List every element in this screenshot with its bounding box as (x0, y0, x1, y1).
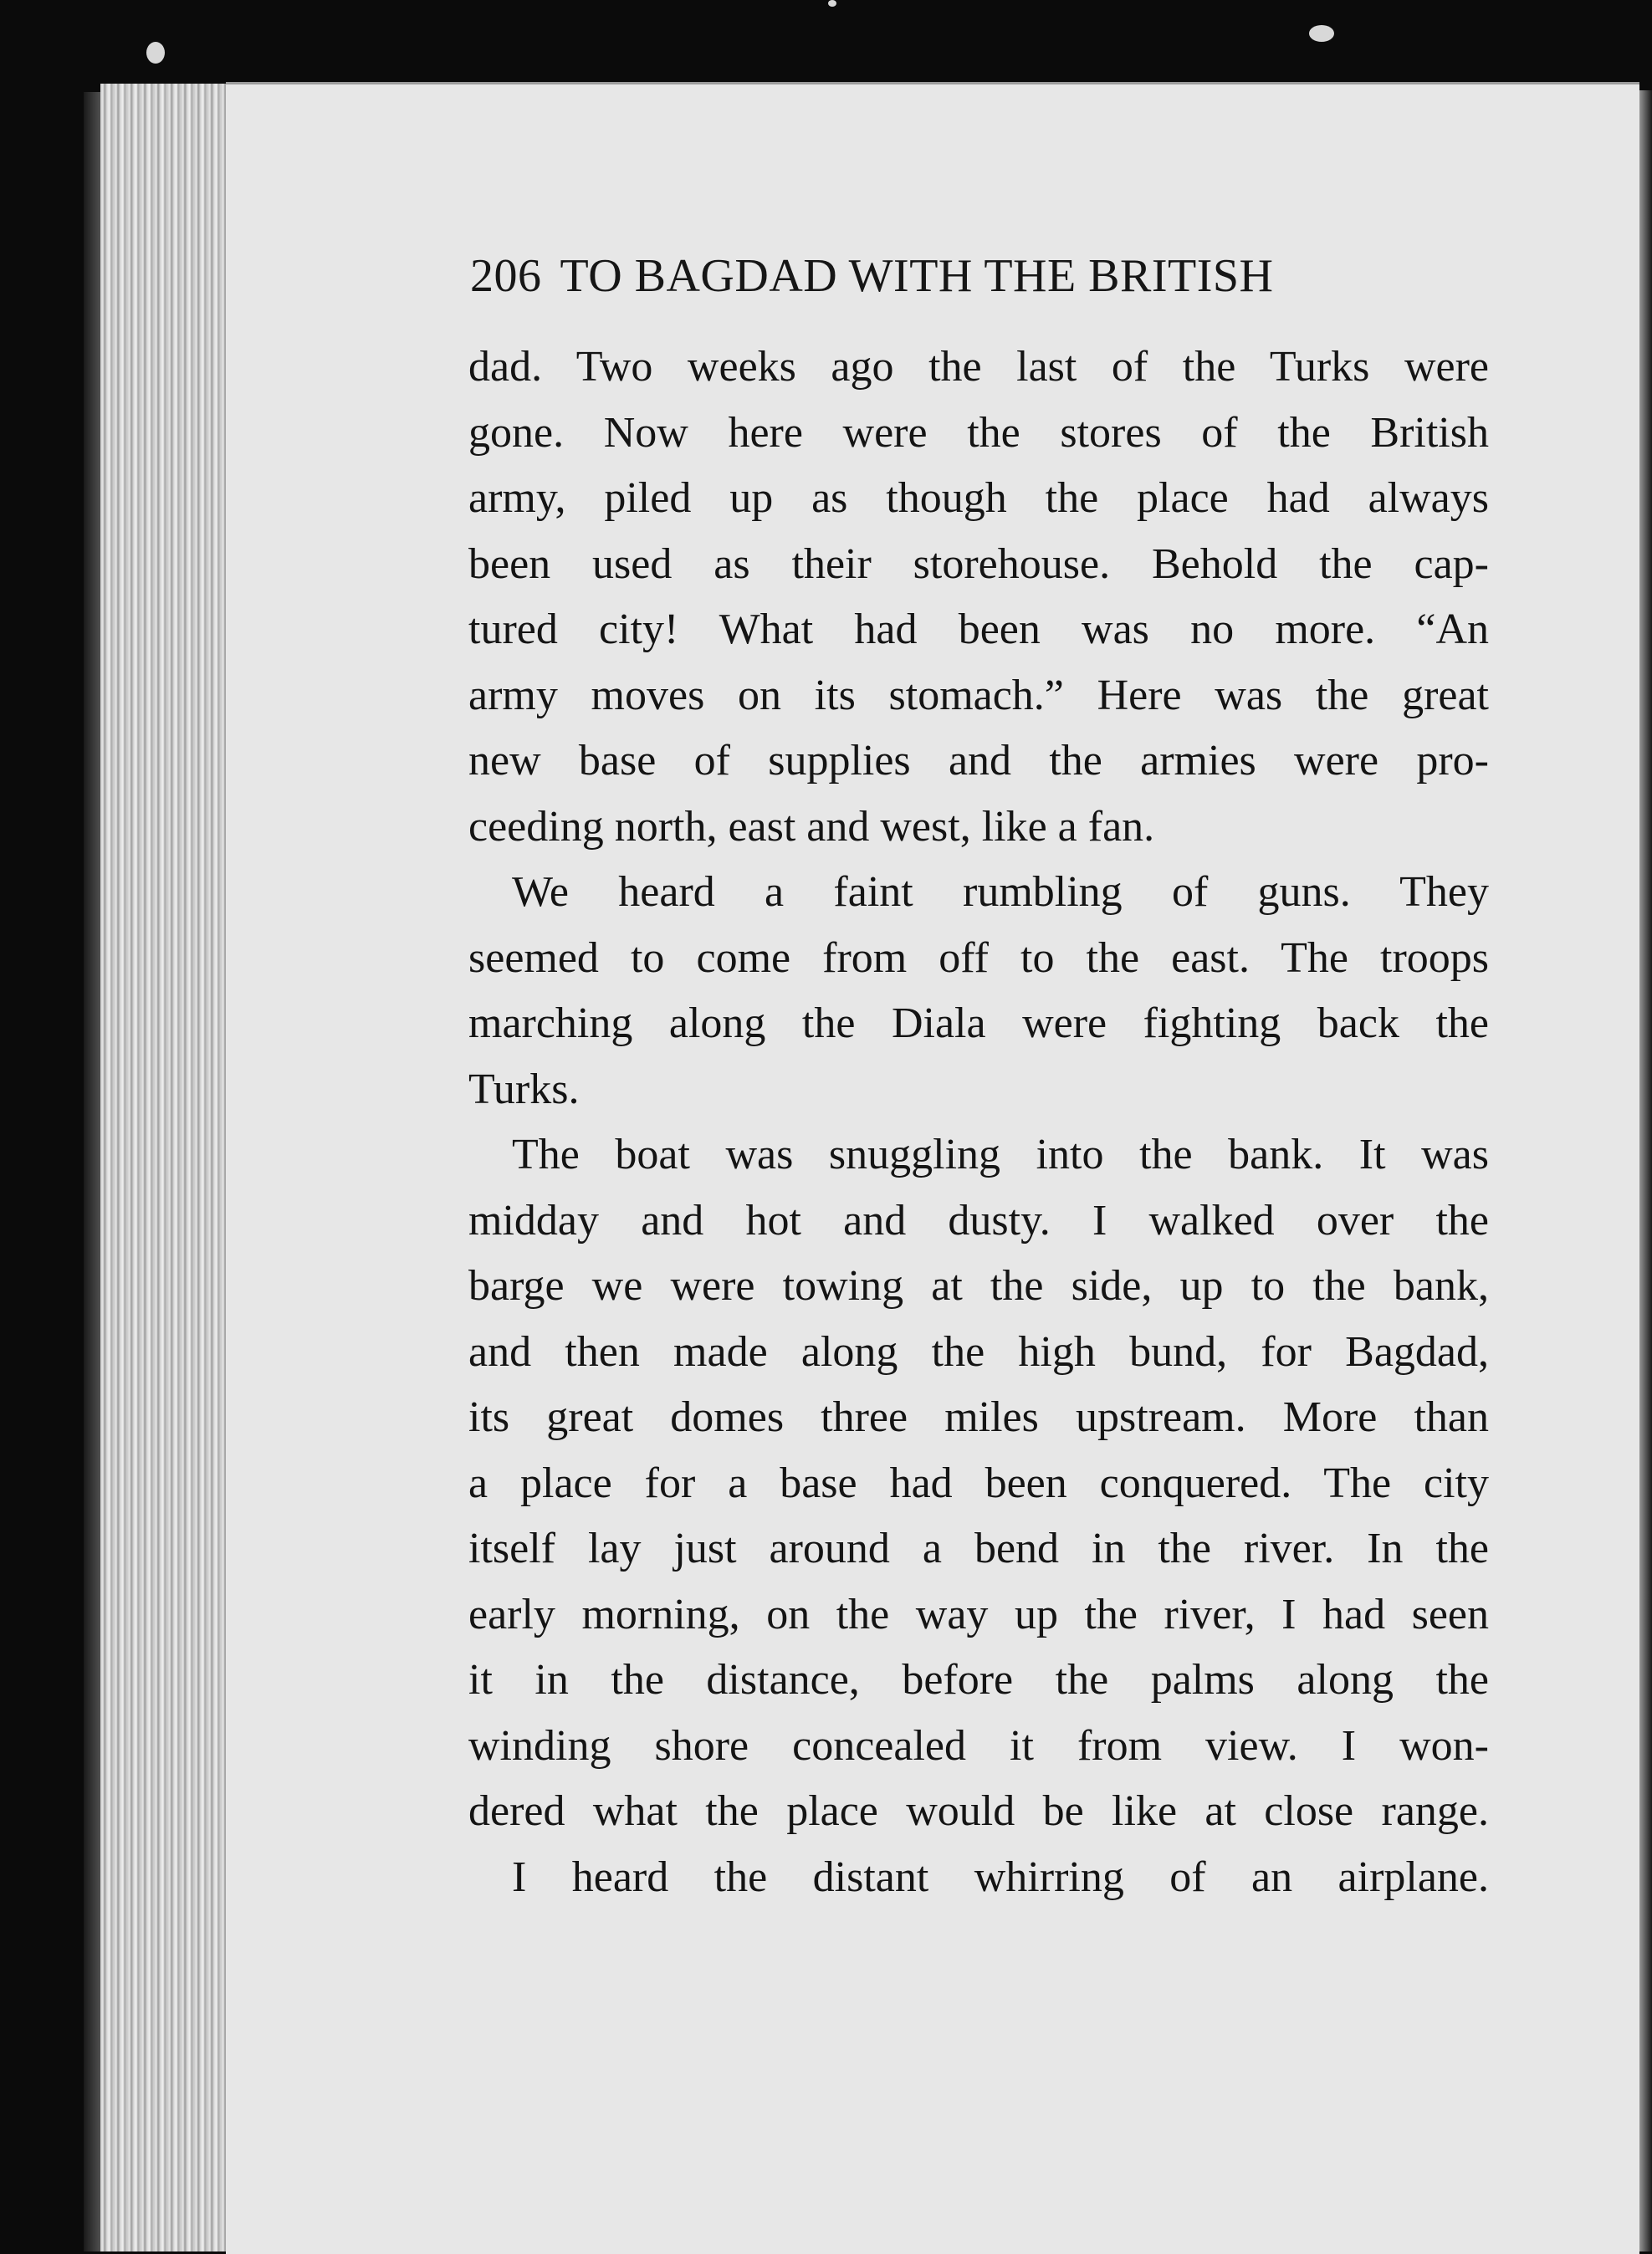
page-number: 206 (470, 250, 542, 302)
text-line: early morning, on the way up the river, I had seen (468, 1590, 1489, 1638)
text-line: I heard the distant whirring of an airplane. (512, 1853, 1489, 1901)
text-line: midday and hot and dusty. I walked over the (468, 1196, 1489, 1245)
text-line: marching along the Diala were fighting back the (468, 999, 1489, 1047)
text-line: itself lay just around a bend in the river. In the (468, 1525, 1489, 1572)
text-line: The boat was snuggling into the bank. It was (512, 1131, 1489, 1178)
scan-speck (146, 42, 165, 64)
text-line: winding shore concealed it from view. I won- (468, 1721, 1489, 1770)
text-line: been used as their storehouse. Behold the cap- (468, 539, 1489, 588)
text-line: new base of supplies and the armies were pro- (468, 737, 1489, 785)
text-line: We heard a faint rumbling of guns. They (512, 868, 1489, 916)
text-line: ceeding north, east and west, like a fan. (468, 802, 1155, 851)
text-line: barge we were towing at the side, up to the bank, (468, 1262, 1489, 1310)
running-head (470, 249, 1386, 303)
text-line: gone. Now here were the stores of the British (468, 408, 1489, 457)
text-line: it in the distance, before the palms along the (468, 1656, 1489, 1704)
text-line: and then made along the high bund, for Bagdad, (468, 1327, 1489, 1376)
text-line: seemed to come from off to the east. The troops (468, 933, 1489, 982)
scan-speck (828, 0, 836, 7)
text-line: tured city! What had been was no more. “An (468, 606, 1489, 653)
page-edges (100, 84, 234, 2251)
text-line: army, piled up as though the place had always (468, 474, 1489, 522)
scan-speck (1309, 25, 1334, 42)
text-line: a place for a base had been conquered. The city (468, 1459, 1489, 1507)
body-text (468, 335, 1489, 1910)
text-line: dered what the place would be like at close range. (468, 1787, 1489, 1835)
text-line: army moves on its stomach.” Here was the great (468, 671, 1489, 719)
text-line: Turks. (468, 1065, 580, 1113)
text-line: dad. Two weeks ago the last of the Turks were (468, 343, 1489, 391)
text-line: its great domes three miles upstream. More than (468, 1393, 1489, 1441)
running-title: TO BAGDAD WITH THE BRITISH (560, 250, 1274, 302)
